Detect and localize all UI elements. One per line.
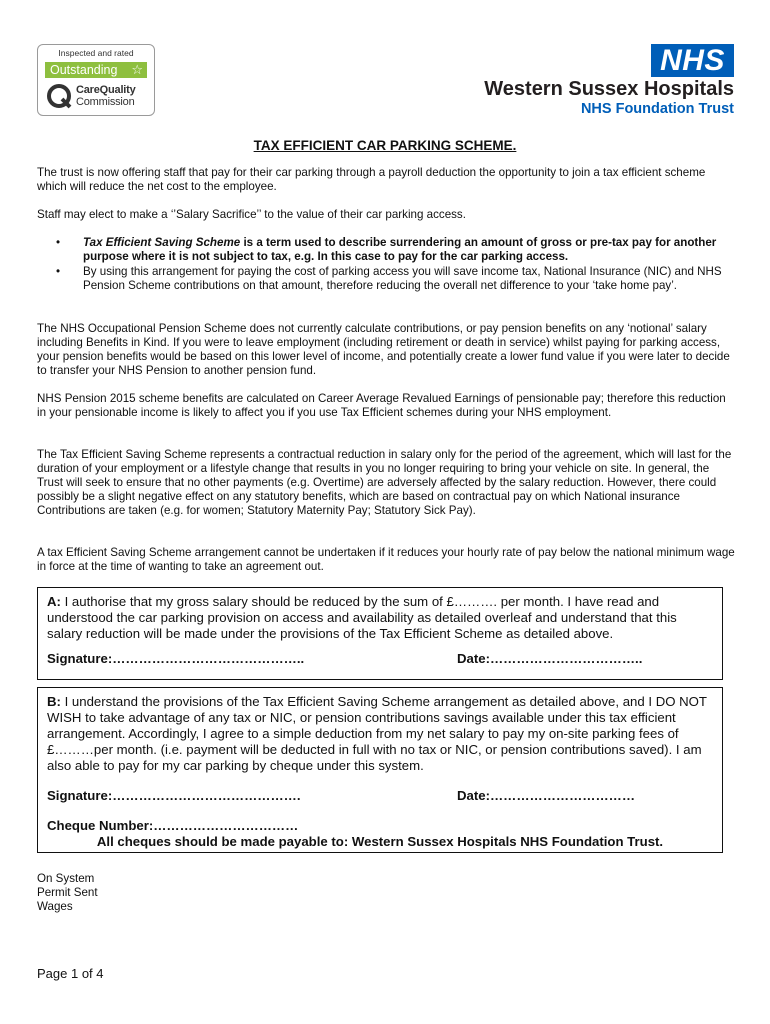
- contractual-paragraph: The Tax Efficient Saving Scheme represents a contractual reduction in salary only for the period of the agreement, which will last for the duration of your employment or a lifestyle change that results in you no longer requiring to bring your vehicle on site. In general, the Trust will seek to ensure that no other payments (e.g. Overtime) are adversely affected by the salary reduction. However, there could possibly be a slight negative effect on any statutory benefits, which are based on contractual pay on which National insurance Contributions are taken (e.g. for women; Statutory Maternity Pay; Statutory Sick Pay).: [37, 448, 732, 517]
- option-b-signature-field[interactable]: Signature:…………………………………….: [47, 788, 301, 803]
- list-item: [56, 236, 736, 264]
- page-number: Page 1 of 4: [37, 966, 104, 981]
- bullet-icon: •: [56, 265, 61, 278]
- option-b-date-field[interactable]: Date:……………………………: [457, 788, 636, 803]
- cqc-logo-icon: [46, 83, 72, 109]
- cqc-name-line1: CareQuality: [76, 84, 136, 96]
- cqc-rating-badge: [37, 44, 155, 116]
- cheque-number-field[interactable]: Cheque Number:……………………………: [47, 818, 299, 833]
- option-b-text: [47, 694, 713, 774]
- option-a-signature-field[interactable]: Signature:……………………………………..: [47, 651, 305, 666]
- list-item: Wages: [37, 900, 73, 913]
- star-icon: ☆: [131, 62, 143, 77]
- trust-name: Western Sussex Hospitals: [484, 78, 734, 100]
- cqc-rating-label: [45, 62, 147, 78]
- cqc-inspected-text: Inspected and rated: [58, 48, 134, 58]
- option-a-text: [47, 594, 713, 642]
- pension-2015-paragraph: NHS Pension 2015 scheme benefits are calculated on Career Average Revalued Earnings of pensionable pay; therefore this reduction in your pensionable income is likely to affect you if you use Tax Efficient schemes during your NHS employment.: [37, 392, 726, 419]
- office-use-list: [37, 872, 98, 914]
- list-item: On System: [37, 872, 95, 885]
- option-a-label: A:: [47, 594, 61, 609]
- option-b-body: I understand the provisions of the Tax Efficient Saving Scheme arrangement as detailed above, and I DO NOT WISH to take advantage of any tax or NIC, or pension contributions savings available under this tax efficient arrangement. Accordingly, I agree to a simple deduction from my net salary to pay my on-site parking fees of £………per month. (i.e. payment will be deducted in full with no tax or NIC, or pension contributions saved). I am also able to pay for my car parking by cheque under this system.: [47, 694, 707, 773]
- option-b-label: B:: [47, 694, 61, 709]
- salary-sacrifice-paragraph: Staff may elect to make a ‘’Salary Sacrifice’’ to the value of their car parking access.: [37, 208, 466, 221]
- cheque-payable-note: All cheques should be made payable to: Western Sussex Hospitals NHS Foundation Trust.: [96, 834, 664, 849]
- option-b-signature-row: [47, 788, 713, 804]
- bullet-text: By using this arrangement for paying the cost of parking access you will save income tax, National Insurance (NIC) and NHS Pension Scheme contributions on that amount, therefore reducing the overall net difference to your ‘take home pay’.: [83, 265, 722, 292]
- bullet-icon: •: [56, 236, 61, 249]
- trust-subtitle: NHS Foundation Trust: [580, 101, 734, 117]
- nhs-logo: NHS: [651, 44, 734, 77]
- option-b-box: [37, 687, 723, 853]
- option-a-body: I authorise that my gross salary should be reduced by the sum of £………. per month. I have read and understood the car parking provision on access and availability as detailed overleaf and understand that this salary reduction will be made under the provisions of the Tax Efficient Scheme as detailed above.: [47, 594, 677, 641]
- minimum-wage-paragraph: A tax Efficient Saving Scheme arrangement cannot be undertaken if it reduces your hourly rate of pay below the national minimum wage in force at the time of wanting to take an agreement out.: [37, 546, 735, 573]
- option-a-date-field[interactable]: Date:……………………………..: [457, 651, 643, 666]
- document-title: TAX EFFICIENT CAR PARKING SCHEME.: [253, 138, 517, 153]
- bullet-term: Tax Efficient Saving Scheme: [83, 236, 241, 249]
- list-item: Permit Sent: [37, 886, 98, 899]
- cqc-name-line2: Commission: [76, 96, 135, 108]
- cqc-rating-text: Outstanding: [50, 63, 118, 77]
- bullet-text: is a term used to describe surrendering an amount of gross or pre-tax pay for another purpose where it is not subject to tax, e.g. In this case to pay for the car parking access.: [83, 236, 717, 263]
- option-a-box: [37, 587, 723, 680]
- option-a-signature-row: [47, 651, 713, 667]
- intro-paragraph: The trust is now offering staff that pay for their car parking through a payroll deduction the opportunity to join a tax efficient scheme which will reduce the net cost to the employee.: [37, 166, 706, 193]
- pension-paragraph: The NHS Occupational Pension Scheme does not currently calculate contributions, or pay pension benefits on any ‘notional’ salary including Benefits in Kind. If you were to leave employment (including retirement or death in service) whilst paying for parking access, your pension benefits would be based on this lower level of income, and potentially create a lower fund value if you were later to decide to transfer your NHS Pension to another pension fund.: [37, 322, 730, 377]
- list-item: [56, 265, 736, 293]
- bullet-list: [56, 236, 736, 294]
